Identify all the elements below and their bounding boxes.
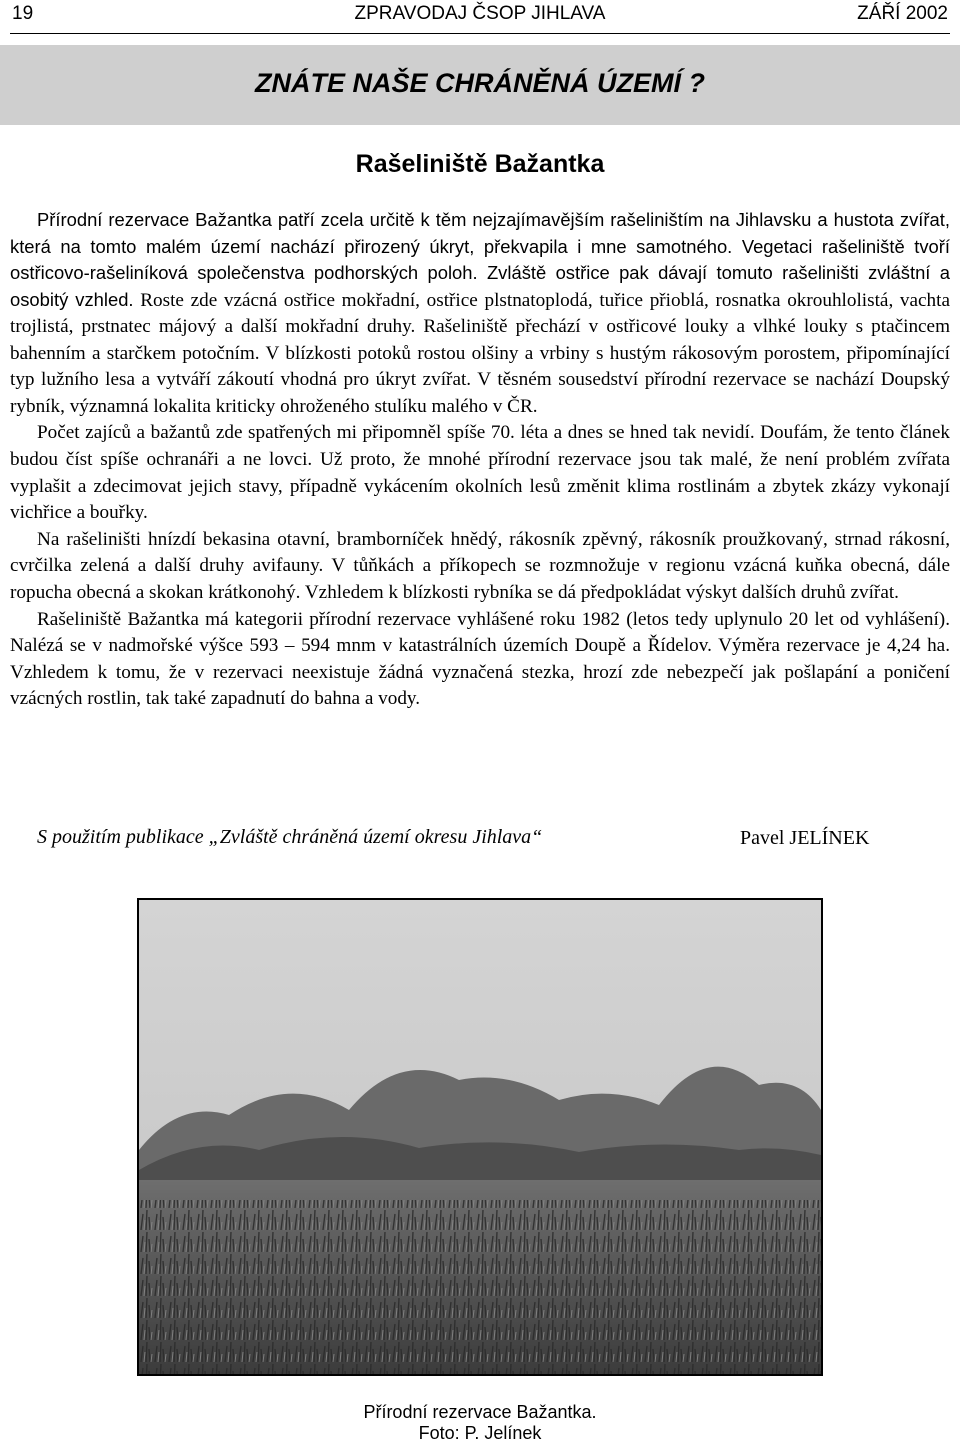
landscape-photo-drawing xyxy=(139,900,821,1374)
page-header xyxy=(10,0,950,34)
article-title: Rašeliniště Bažantka xyxy=(355,150,605,178)
photo-caption xyxy=(0,1402,960,1444)
article-body xyxy=(10,207,950,713)
paragraph-1-sans-part: Přírodní rezervace Bažantka patří zcela určitě k těm nejzajímavějším rašeliništím na Jihlavsku a hustota zvířat, která na tomto malém území nachází přirozený úkryt, překvapila i mne samotného. Vegetaci rašeliniště tvoří ostřicovo-rašeliníková společenstva podhorských poloh. Zvláště ostřice pak dávají tomuto rašeliništi zvláštní a osobitý vzhled. xyxy=(10,209,950,310)
photo-credit: Foto: P. Jelínek xyxy=(418,1423,542,1443)
section-banner xyxy=(0,45,960,125)
paragraph-2: Počet zajíců a bažantů zde spatřených mi připomněl spíše 70. léta a dnes se hned tak nevidí. Doufám, že tento článek budou číst spíše ochranáři a ne lovci. Už proto, že mnohé přírodní rezervace jsou tak malé, že není problém zvířata vyplašit a zdecimovat jejich stavy, případně vykácením okolních lesů změnit klima rostlinám a zbytek zkázy vykonají vichřice a bouřky. xyxy=(10,422,950,524)
issue-date: ZÁŘÍ 2002 xyxy=(857,3,948,24)
photo-caption-title: Přírodní rezervace Bažantka. xyxy=(363,1402,597,1422)
author-name: Pavel JELÍNEK xyxy=(740,827,870,849)
paragraph-1-serif-part: Roste zde vzácná ostřice mokřadní, ostřice plstnatoplodá, tuřice přioblá, rosnatka okrouhlolistá, vachta trojlistá, prstnatec májový a další mokřadní druhy. Rašeliniště přechází v ostřicové louky a vlhké louky s ptačincem bahenním a starčkem potočním. V blízkosti potoků rostou olšiny a vrbiny s hustým rákosovým porostem, připomínající typ lužního lesa a vytváří zákoutí vhodná pro úkryt zvířat. V těsném sousedství přírodní rezervace se nachází Doupský rybník, významná lokalita kriticky ohroženého stulíku malého v ČR. xyxy=(10,289,950,417)
paragraph-1 xyxy=(10,207,950,420)
source-note: S použitím publikace „Zvláště chráněná území okresu Jihlava“ xyxy=(37,826,543,848)
sedge-grass xyxy=(139,1200,821,1374)
paragraph-4: Rašeliniště Bažantka má kategorii přírodní rezervace vyhlášené roku 1982 (letos tedy uplynulo 20 let od vyhlášení). Nalézá se v nadmořské výšce 593 – 594 mnm v katastrálních územích Doupě a Řídelov. Výměra rezervace je 4,24 ha. Vzhledem k tomu, že v rezervaci neexistuje žádná vyznačená stezka, hrozí zde nebezpečí jak pošlapání a poničení vzácných rostlin, tak také zapadnutí do bahna a vody. xyxy=(10,608,950,710)
publication-name: ZPRAVODAJ ČSOP JIHLAVA xyxy=(354,3,606,24)
page-number: 19 xyxy=(12,3,34,24)
paragraph-3: Na rašeliništi hnízdí bekasina otavní, bramborníček hnědý, rákosník zpěvný, rákosník proužkovaný, strnad rákosní, cvrčilka zelená a další druhy avifauny. V tůňkách a příkopech se rozmnožuje v regionu vzácná kuňka obecná, dále ropucha obecná a skokan krátkonohý. Vzhledem k blízkosti rybníka se dá předpokládat výskyt dalších druhů zvířat. xyxy=(10,528,950,604)
landscape-photo xyxy=(137,898,823,1376)
section-banner-text: ZNÁTE NAŠE CHRÁNĚNÁ ÚZEMÍ ? xyxy=(255,68,705,98)
